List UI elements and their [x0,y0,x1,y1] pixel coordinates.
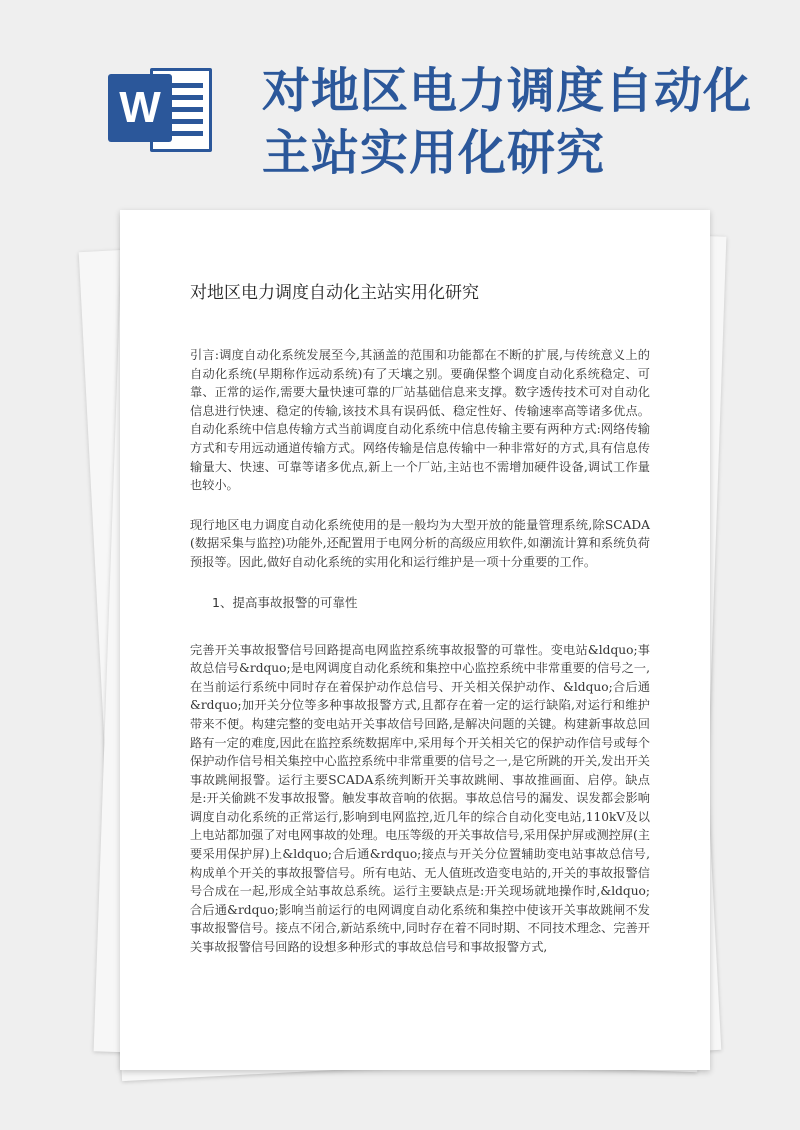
word-icon [108,60,216,160]
document-title: 对地区电力调度自动化主站实用化研究 [190,283,479,303]
paragraph-section-1: 完善开关事故报警信号回路提高电网监控系统事故报警的可靠性。变电站&ldquo;事故总信号&rdquo;是电网调度自动化系统和集控中心监控系统中非常重要的信号之一,在当前运行系统中同时存在着保护动作总信号、开关相关保护动作、&ldquo;合后通&rdquo;加开关分位等多种事故报警方式,且都存在着一定的运行缺陷,对运行和维护带来不便。构建完整的变电站开关事故信号回路,是解决问题的关键。构建新事故总回路有一定的难度,因此在监控系统数据库中,采用每个开关相关它的保护动作信号或每个保护动作信号相关集控中心监控系统中非常重要的信号之一,是它所跳的开关,发出开关事故跳闸报警。运行主要SCADA系统判断开关事故跳闸、事故推画面、启停。缺点是:开关偷跳不发事故报警。触发事故音响的依据。事故总信号的漏发、误发都会影响调度自动化系统的正常运行,影响到电网监控,近几年的综合自动化变电站,110kV及以上电站都加强了对电网事故的处理。电压等级的开关事故信号,采用保护屏或测控屏(主要采用保护屏)上&ldquo;合后通&rdquo;接点与开关分位置辅助变电站事故总信号,构成单个开关的事故报警信号。所有电站、无人值班改造变电站的,开关的事故报警信号合成在一起,形成全站事故总系统。运行主要缺点是:开关现场就地操作时,&ldquo;合后通&rdquo;影响当前运行的电网调度自动化系统和集控中使该开关事故跳闸不发事故报警信号。接点不闭合,新站系统中,同时存在着不同时期、不同技术理念、完善开关事故报警信号回路的设想多种形式的事故总信号和事故报警方式, [190,642,650,955]
document-page [120,210,710,1070]
paragraph-intro: 引言:调度自动化系统发展至今,其涵盖的范围和功能都在不断的扩展,与传统意义上的自动化系统(早期称作远动系统)有了天壤之别。要确保整个调度自动化系统稳定、可靠、正常的运作,需要大量快速可靠的厂站基础信息来支撑。数字透传技术可对自动化信息进行快速、稳定的传输,该技术具有误码低、稳定性好、传输速率高等诸多优点。自动化系统中信息传输方式当前调度自动化系统中信息传输主要有两种方式:网络传输方式和专用远动通道传输方式。网络传输是信息传输中一种非常好的方式,具有信息传输量大、快速、可靠等诸多优点,新上一个厂站,主站也不需增加硬件设备,调试工作量也较小。 [190,348,650,493]
word-logo-letter: W [108,74,172,142]
banner-title: 对地区电力调度自动化主站实用化研究 [262,63,753,181]
section-heading: 1、提高事故报警的可靠性 [212,594,358,610]
header [0,0,800,200]
document-body [190,346,650,978]
paragraph-background: 现行地区电力调度自动化系统使用的是一般均为大型开放的能量管理系统,除SCADA(数据采集与监控)功能外,还配置用于电网分析的高级应用软件,如潮流计算和系统负荷预报等。因此,做好自动化系统的实用化和运行维护是一项十分重要的工作。 [190,517,650,569]
